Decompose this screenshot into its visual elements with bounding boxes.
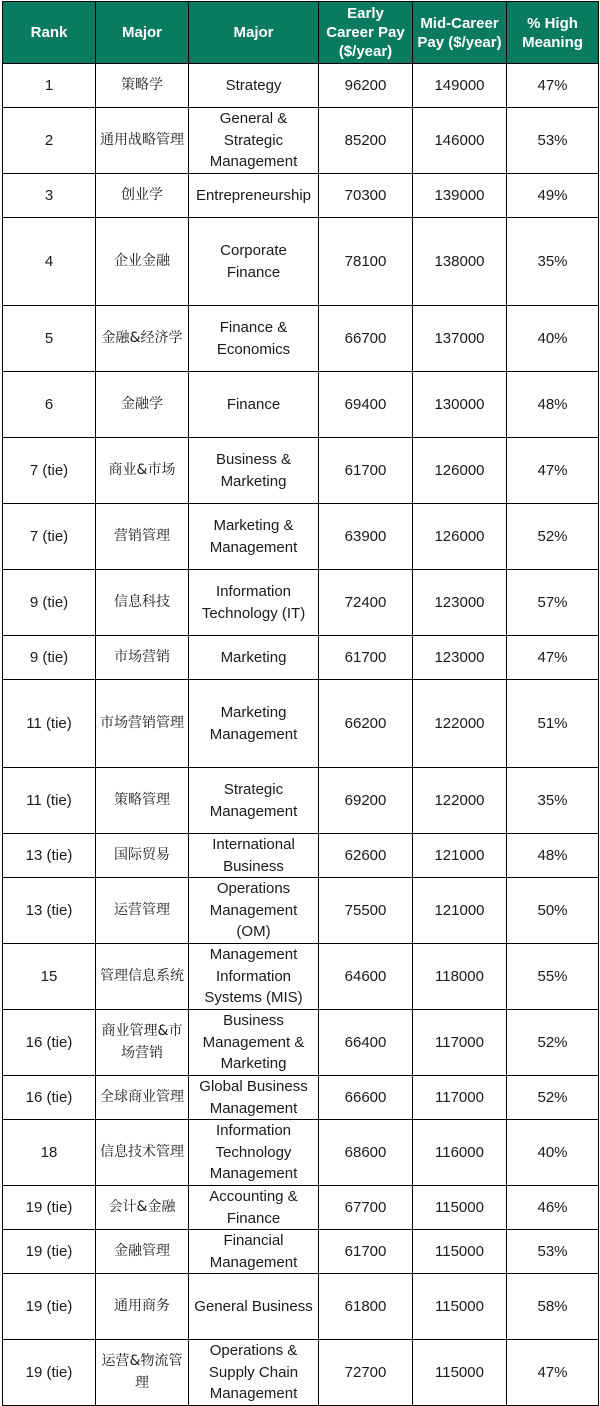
major-en-cell: Finance — [189, 372, 319, 438]
major-zh-cell: 策略管理 — [96, 768, 189, 834]
major-en-cell: General Business — [189, 1274, 319, 1340]
rank-cell: 18 — [3, 1120, 96, 1186]
early-pay-cell: 68600 — [319, 1120, 413, 1186]
high-meaning-cell: 40% — [507, 306, 599, 372]
high-meaning-cell: 53% — [507, 1230, 599, 1274]
major-en-cell: Strategic Management — [189, 768, 319, 834]
early-pay-cell: 66200 — [319, 680, 413, 768]
mid-pay-cell: 123000 — [413, 570, 507, 636]
header-mid-pay: Mid-Career Pay ($/year) — [413, 2, 507, 64]
early-pay-cell: 70300 — [319, 174, 413, 218]
rank-cell: 11 (tie) — [3, 768, 96, 834]
major-zh-cell: 企业金融 — [96, 218, 189, 306]
rank-cell: 19 (tie) — [3, 1230, 96, 1274]
early-pay-cell: 96200 — [319, 64, 413, 108]
rank-cell: 9 (tie) — [3, 570, 96, 636]
table-row — [3, 944, 599, 1010]
major-en-cell: Business & Marketing — [189, 438, 319, 504]
high-meaning-cell: 51% — [507, 680, 599, 768]
table-row — [3, 834, 599, 878]
major-zh-cell: 运营&物流管理 — [96, 1340, 189, 1406]
major-en-cell: Operations & Supply Chain Management — [189, 1340, 319, 1406]
major-en-cell: Business Management & Marketing — [189, 1010, 319, 1076]
early-pay-cell: 69400 — [319, 372, 413, 438]
mid-pay-cell: 130000 — [413, 372, 507, 438]
high-meaning-cell: 35% — [507, 218, 599, 306]
early-pay-cell: 66600 — [319, 1076, 413, 1120]
early-pay-cell: 61800 — [319, 1274, 413, 1340]
high-meaning-cell: 50% — [507, 878, 599, 944]
rank-cell: 13 (tie) — [3, 834, 96, 878]
mid-pay-cell: 115000 — [413, 1340, 507, 1406]
high-meaning-cell: 40% — [507, 1120, 599, 1186]
salary-ranking-table — [2, 1, 599, 1406]
early-pay-cell: 75500 — [319, 878, 413, 944]
table-row — [3, 1230, 599, 1274]
early-pay-cell: 67700 — [319, 1186, 413, 1230]
major-zh-cell: 营销管理 — [96, 504, 189, 570]
header-row — [3, 2, 599, 64]
mid-pay-cell: 121000 — [413, 878, 507, 944]
rank-cell: 19 (tie) — [3, 1340, 96, 1406]
mid-pay-cell: 139000 — [413, 174, 507, 218]
high-meaning-cell: 47% — [507, 64, 599, 108]
mid-pay-cell: 126000 — [413, 504, 507, 570]
table-row — [3, 1274, 599, 1340]
mid-pay-cell: 117000 — [413, 1076, 507, 1120]
mid-pay-cell: 118000 — [413, 944, 507, 1010]
table-row — [3, 1120, 599, 1186]
rank-cell: 13 (tie) — [3, 878, 96, 944]
table-row — [3, 306, 599, 372]
early-pay-cell: 62600 — [319, 834, 413, 878]
high-meaning-cell: 49% — [507, 174, 599, 218]
mid-pay-cell: 115000 — [413, 1186, 507, 1230]
major-en-cell: Entrepreneurship — [189, 174, 319, 218]
rank-cell: 19 (tie) — [3, 1274, 96, 1340]
rank-cell: 15 — [3, 944, 96, 1010]
major-en-cell: Global Business Management — [189, 1076, 319, 1120]
table-row — [3, 504, 599, 570]
table-row — [3, 768, 599, 834]
rank-cell: 19 (tie) — [3, 1186, 96, 1230]
mid-pay-cell: 121000 — [413, 834, 507, 878]
rank-cell: 6 — [3, 372, 96, 438]
major-zh-cell: 金融管理 — [96, 1230, 189, 1274]
major-en-cell: Operations Management (OM) — [189, 878, 319, 944]
early-pay-cell: 66400 — [319, 1010, 413, 1076]
rank-cell: 7 (tie) — [3, 504, 96, 570]
rank-cell: 3 — [3, 174, 96, 218]
rank-cell: 1 — [3, 64, 96, 108]
high-meaning-cell: 35% — [507, 768, 599, 834]
mid-pay-cell: 138000 — [413, 218, 507, 306]
major-zh-cell: 商业&市场 — [96, 438, 189, 504]
table-row — [3, 64, 599, 108]
major-en-cell: Information Technology (IT) — [189, 570, 319, 636]
rank-cell: 2 — [3, 108, 96, 174]
early-pay-cell: 78100 — [319, 218, 413, 306]
major-zh-cell: 市场营销管理 — [96, 680, 189, 768]
major-zh-cell: 运营管理 — [96, 878, 189, 944]
major-en-cell: Accounting & Finance — [189, 1186, 319, 1230]
high-meaning-cell: 47% — [507, 1340, 599, 1406]
major-zh-cell: 创业学 — [96, 174, 189, 218]
early-pay-cell: 85200 — [319, 108, 413, 174]
mid-pay-cell: 116000 — [413, 1120, 507, 1186]
high-meaning-cell: 55% — [507, 944, 599, 1010]
table-row — [3, 174, 599, 218]
rank-cell: 16 (tie) — [3, 1010, 96, 1076]
major-zh-cell: 市场营销 — [96, 636, 189, 680]
header-high-meaning: % High Meaning — [507, 2, 599, 64]
high-meaning-cell: 48% — [507, 834, 599, 878]
major-zh-cell: 商业管理&市场营销 — [96, 1010, 189, 1076]
major-en-cell: Corporate Finance — [189, 218, 319, 306]
table-row — [3, 1340, 599, 1406]
early-pay-cell: 64600 — [319, 944, 413, 1010]
mid-pay-cell: 122000 — [413, 680, 507, 768]
major-zh-cell: 金融&经济学 — [96, 306, 189, 372]
early-pay-cell: 61700 — [319, 1230, 413, 1274]
header-major-zh: Major — [96, 2, 189, 64]
table-row — [3, 570, 599, 636]
table-row — [3, 680, 599, 768]
high-meaning-cell: 53% — [507, 108, 599, 174]
major-zh-cell: 策略学 — [96, 64, 189, 108]
early-pay-cell: 72400 — [319, 570, 413, 636]
major-en-cell: Financial Management — [189, 1230, 319, 1274]
rank-cell: 9 (tie) — [3, 636, 96, 680]
major-zh-cell: 国际贸易 — [96, 834, 189, 878]
major-zh-cell: 管理信息系统 — [96, 944, 189, 1010]
mid-pay-cell: 122000 — [413, 768, 507, 834]
mid-pay-cell: 123000 — [413, 636, 507, 680]
rank-cell: 11 (tie) — [3, 680, 96, 768]
early-pay-cell: 69200 — [319, 768, 413, 834]
early-pay-cell: 61700 — [319, 438, 413, 504]
header-rank: Rank — [3, 2, 96, 64]
header-major-en: Major — [189, 2, 319, 64]
mid-pay-cell: 149000 — [413, 64, 507, 108]
major-zh-cell: 金融学 — [96, 372, 189, 438]
high-meaning-cell: 52% — [507, 1010, 599, 1076]
table-row — [3, 878, 599, 944]
high-meaning-cell: 52% — [507, 504, 599, 570]
mid-pay-cell: 146000 — [413, 108, 507, 174]
major-en-cell: Finance & Economics — [189, 306, 319, 372]
high-meaning-cell: 46% — [507, 1186, 599, 1230]
header-early-pay: Early Career Pay ($/year) — [319, 2, 413, 64]
table-row — [3, 218, 599, 306]
major-en-cell: Marketing Management — [189, 680, 319, 768]
rank-cell: 4 — [3, 218, 96, 306]
major-zh-cell: 信息技术管理 — [96, 1120, 189, 1186]
high-meaning-cell: 47% — [507, 636, 599, 680]
rank-cell: 7 (tie) — [3, 438, 96, 504]
mid-pay-cell: 137000 — [413, 306, 507, 372]
table-row — [3, 1186, 599, 1230]
major-en-cell: General & Strategic Management — [189, 108, 319, 174]
mid-pay-cell: 115000 — [413, 1230, 507, 1274]
major-en-cell: Marketing — [189, 636, 319, 680]
high-meaning-cell: 52% — [507, 1076, 599, 1120]
table-row — [3, 1010, 599, 1076]
early-pay-cell: 72700 — [319, 1340, 413, 1406]
mid-pay-cell: 126000 — [413, 438, 507, 504]
major-zh-cell: 通用商务 — [96, 1274, 189, 1340]
mid-pay-cell: 117000 — [413, 1010, 507, 1076]
major-en-cell: Marketing & Management — [189, 504, 319, 570]
major-zh-cell: 会计&金融 — [96, 1186, 189, 1230]
table-row — [3, 636, 599, 680]
high-meaning-cell: 48% — [507, 372, 599, 438]
early-pay-cell: 63900 — [319, 504, 413, 570]
major-en-cell: Information Technology Management — [189, 1120, 319, 1186]
table-row — [3, 438, 599, 504]
rank-cell: 16 (tie) — [3, 1076, 96, 1120]
major-en-cell: Strategy — [189, 64, 319, 108]
rank-cell: 5 — [3, 306, 96, 372]
early-pay-cell: 66700 — [319, 306, 413, 372]
major-zh-cell: 信息科技 — [96, 570, 189, 636]
table-row — [3, 1076, 599, 1120]
major-en-cell: International Business — [189, 834, 319, 878]
major-en-cell: Management Information Systems (MIS) — [189, 944, 319, 1010]
table-body — [3, 64, 599, 1406]
table-row — [3, 372, 599, 438]
mid-pay-cell: 115000 — [413, 1274, 507, 1340]
high-meaning-cell: 58% — [507, 1274, 599, 1340]
table-row — [3, 108, 599, 174]
major-zh-cell: 通用战略管理 — [96, 108, 189, 174]
early-pay-cell: 61700 — [319, 636, 413, 680]
major-zh-cell: 全球商业管理 — [96, 1076, 189, 1120]
high-meaning-cell: 47% — [507, 438, 599, 504]
high-meaning-cell: 57% — [507, 570, 599, 636]
